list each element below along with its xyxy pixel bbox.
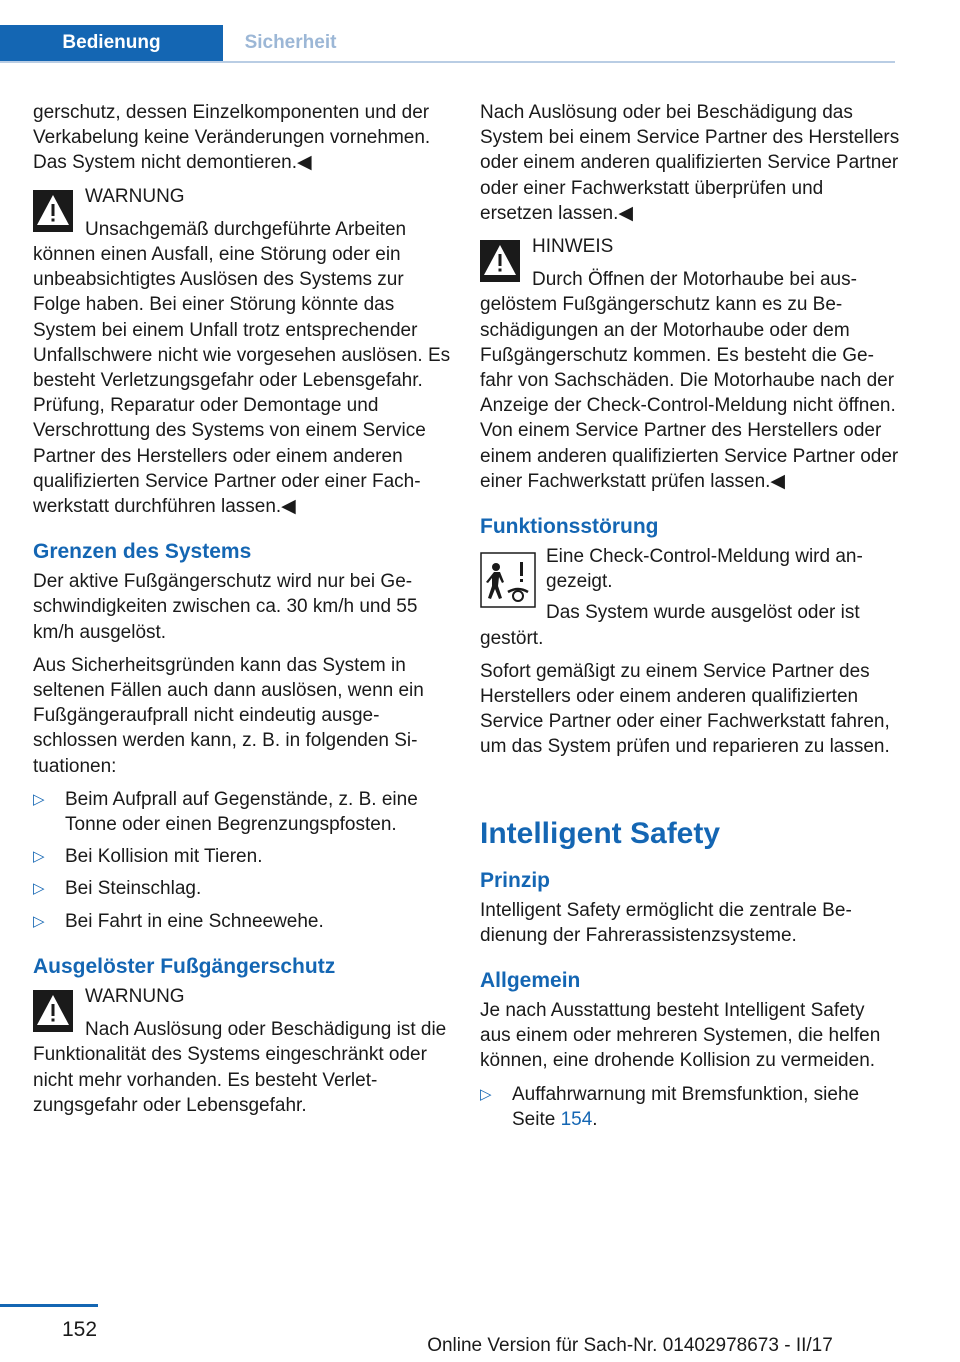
tab-sicherheit[interactable]: Sicherheit — [244, 32, 337, 53]
tab-bedienung[interactable]: Bedienung — [0, 25, 223, 61]
page-number: 152 — [62, 1318, 98, 1341]
note-icon — [480, 240, 520, 282]
warning-icon — [33, 190, 73, 232]
list-item: ▷ Bei Steinschlag. — [33, 876, 453, 901]
heading-ausgeloest: Ausgelöster Fußgängerschutz — [33, 954, 336, 978]
malfunction-line-2: Das System wurde ausgelöst oder ist gestört. — [480, 602, 860, 649]
warning-box — [33, 184, 453, 520]
heading-grenzen: Grenzen des Systems — [33, 540, 252, 564]
warning-text: Nach Auslösung oder Beschädigung ist die Funktionalität des Systems eingeschränkt oder nicht mehr vorhanden. Es besteht Verletzungsgefahr oder Lebensgefahr. — [33, 1019, 447, 1116]
triangle-bullet-icon: ▷ — [480, 1085, 492, 1103]
list-item: ▷ Bei Fahrt in eine Schneewehe. — [33, 909, 453, 934]
pedestrian-protection-indicator-icon — [480, 552, 536, 608]
limits-paragraph-2: Aus Sicherheitsgründen kann das System in seltenen Fällen auch dann auslösen, wenn ein Fußgängeraufprall nicht eindeutig ausgeschlossen werden kann, z. B. in folgenden Situationen: — [33, 654, 424, 777]
note-text: Durch Öffnen der Motorhaube bei ausgelöstem Fußgängerschutz kann es zu Beschädigungen an der Motorhaube oder dem Fußgängerschutz kommen. Es besteht die Gefahr von Sachschäden. Die Motorhaube nach der Anzeige der Check-Control-Meldung nicht öffnen. Von einem Service Partner des Herstellers oder einem anderen qualifizierten Service Partner oder einer Fachwerkstatt prüfen lassen.◀ — [480, 269, 899, 492]
warning-icon — [33, 990, 73, 1032]
list-item: ▷ Beim Aufprall auf Gegenstände, z. B. eine Tonne oder einen Begrenzungspfosten. — [33, 788, 418, 836]
list-item: ▷ Auffahrwarnung mit Bremsfunktion, siehe Seite 154. — [480, 1083, 860, 1130]
intro-paragraph: Nach Auslösung oder bei Beschädigung das System bei einem Service Partner des Herstellers oder einem anderen qualifizierten Service Partner oder einer Fachwerkstatt überprüfen und ersetzen lassen.◀ — [480, 102, 900, 224]
footer-divider — [0, 1304, 98, 1307]
triangle-bullet-icon: ▷ — [33, 848, 45, 866]
warning-text: Unsachgemäß durchgeführte Arbeiten können einen Ausfall, eine Störung oder ein unbeabsichtigtes Auslösen des Systems zur Folge haben. Bei einer Störung könnte das System bei einem Unfall trotz entsprechender Unfallschwere nicht wie vorgesehen auslösen. Es besteht Verletzungsgefahr oder Lebensgefahr. Prüfung, Reparatur oder Demontage und Verschrottung des Systems von einem Service Partner des Herstellers oder einem anderen qualifizierten Service Partner oder einer Fachwerkstatt durchführen lassen.◀ — [33, 218, 451, 518]
page-link[interactable]: 154 — [560, 1108, 593, 1130]
heading-allgemein: Allgemein — [480, 969, 581, 993]
warning-box — [33, 984, 453, 1118]
warning-title: WARNUNG — [85, 985, 185, 1007]
principle-paragraph: Intelligent Safety ermöglicht die zentrale Bedienung der Fahrerassistenzsysteme. — [480, 899, 852, 946]
triangle-bullet-icon: ▷ — [33, 880, 45, 898]
triangle-bullet-icon: ▷ — [33, 790, 45, 808]
warning-title: WARNUNG — [85, 185, 185, 207]
limits-paragraph-1: Der aktive Fußgängerschutz wird nur bei Geschwindigkeiten zwischen ca. 30 km/h und 55 km/h ausgelöst. — [33, 571, 418, 643]
heading-prinzip: Prinzip — [480, 868, 551, 892]
online-version-note: Online Version für Sach-Nr. 01402978673 - II/17 — [427, 1335, 833, 1356]
list-item: ▷ Bei Kollision mit Tieren. — [33, 844, 453, 869]
intro-paragraph: gerschutz, dessen Einzelkomponenten und der Verkabelung keine Veränderungen vornehmen. Das System nicht demontieren.◀ — [33, 102, 431, 174]
note-title: HINWEIS — [532, 236, 614, 258]
heading-intelligent-safety: Intelligent Safety — [480, 816, 721, 850]
malfunction-paragraph: Sofort gemäßigt zu einem Service Partner des Herstellers oder einem anderen qualifizierten Service Partner oder einer Fachwerkstatt fahren, um das System prüfen und reparieren zu lassen. — [480, 660, 890, 758]
heading-funktionsstoerung: Funktionsstörung — [480, 515, 659, 539]
right-column — [480, 100, 900, 1139]
situation-list — [33, 787, 453, 934]
note-box — [480, 234, 900, 494]
systems-list — [480, 1082, 900, 1132]
general-paragraph: Je nach Ausstattung besteht Intelligent Safety aus einem oder mehreren Systemen, die helfen können, eine drohende Kollision zu vermeiden. — [480, 1000, 881, 1072]
malfunction-box — [480, 544, 900, 651]
left-column — [33, 100, 453, 1126]
triangle-bullet-icon: ▷ — [33, 912, 45, 930]
header-divider — [0, 61, 895, 63]
malfunction-line-1: Eine Check-Control-Meldung wird angezeigt. — [546, 546, 863, 593]
